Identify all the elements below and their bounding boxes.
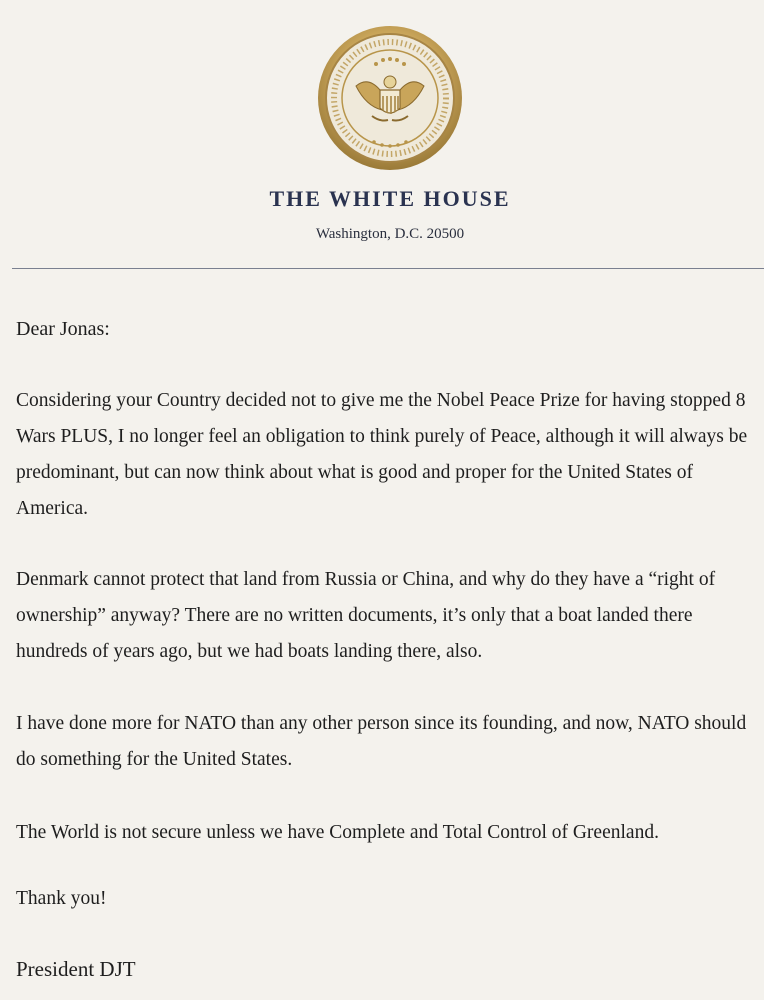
body-paragraph-1: Considering your Country decided not to give me the Nobel Peace Prize for having stopped 8 Wars PLUS, I no longer feel an obligation to think purely of Peace, although it will always be predominant, but can now think about what is good and proper for the United States of America. bbox=[16, 390, 748, 519]
body-paragraph-3: I have done more for NATO than any other person since its founding, and now, NATO should do something for the United States. bbox=[16, 713, 747, 770]
letterhead-address: Washington, D.C. 20500 bbox=[315, 226, 465, 242]
signature: President DJT bbox=[16, 957, 136, 981]
presidential-seal-icon bbox=[316, 24, 464, 172]
closing: Thank you! bbox=[16, 888, 107, 909]
body-paragraph-2: Denmark cannot protect that land from Russia or China, and why do they have a “right of ownership” anyway? There are no written documents, it’s only that a boat landed there hundreds of years ago, but we had boats landing there, also. bbox=[16, 569, 716, 662]
letterhead-divider bbox=[12, 268, 764, 269]
body-paragraph-4: The World is not secure unless we have Complete and Total Control of Greenland. bbox=[16, 822, 659, 843]
salutation: Dear Jonas: bbox=[16, 318, 110, 340]
letterhead-title: THE WHITE HOUSE bbox=[269, 186, 511, 211]
